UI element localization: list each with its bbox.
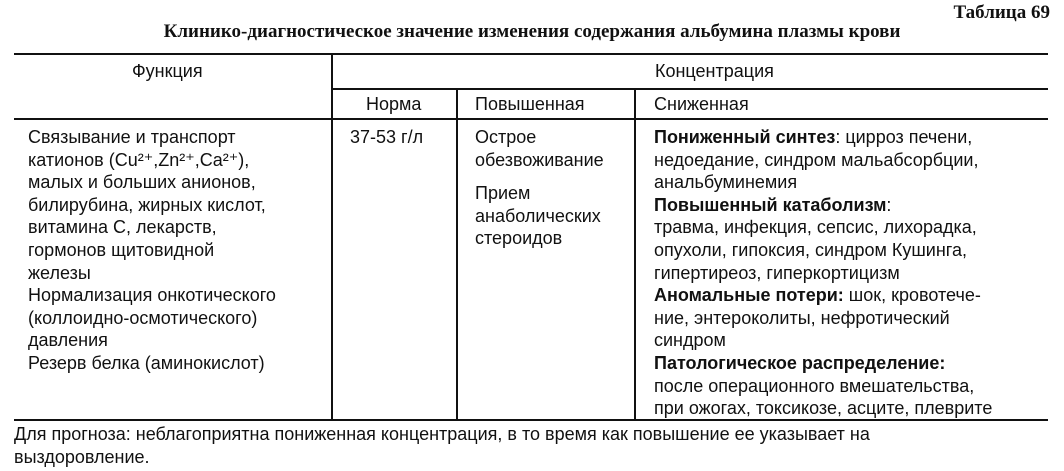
- header-function: Функция: [132, 61, 203, 81]
- header-decreased: Сниженная: [654, 94, 749, 114]
- norm-value: 37-53 г/л: [350, 127, 424, 147]
- decreased-line: гипертиреоз, гиперкортицизм: [654, 262, 900, 283]
- decreased-text: : цирроз печени,: [835, 127, 973, 147]
- function-line: Нормализация онкотического: [28, 285, 276, 306]
- decreased-line: синдром: [654, 330, 726, 351]
- decreased-text: :: [886, 194, 892, 215]
- section-heading: Аномальные потери:: [654, 285, 844, 306]
- divider-header-group: [331, 88, 1048, 90]
- function-line: Резерв белка (аминокислот): [28, 352, 265, 373]
- increased-line: стероидов: [475, 228, 563, 249]
- function-line: железы: [28, 262, 91, 283]
- footnote-line: Для прогноза: неблагоприятна пониженная концентрация, в то время как повышение ее указывает на: [14, 424, 870, 444]
- function-line: давления: [28, 330, 108, 351]
- decreased-line: травма, инфекция, сепсис, лихорадка,: [654, 217, 977, 238]
- increased-cell: [475, 126, 604, 250]
- divider-norm: [456, 88, 458, 421]
- increased-line: анаболических: [475, 205, 601, 226]
- function-line: витамина С, лекарств,: [28, 217, 217, 238]
- divider-header-bottom: [14, 118, 1048, 120]
- decreased-line: после операционного вмешательства,: [654, 375, 975, 396]
- increased-line: обезвоживание: [475, 149, 604, 170]
- decreased-cell: [654, 126, 992, 420]
- divider-function: [331, 55, 333, 421]
- header-concentration: Концентрация: [655, 61, 774, 81]
- function-line: Связывание и транспорт: [28, 127, 236, 147]
- decreased-line: при ожогах, токсикозе, асците, плеврите: [654, 398, 993, 419]
- footnote: [14, 423, 870, 468]
- decreased-line: анальбуминемия: [654, 172, 798, 193]
- increased-line: Острое: [475, 127, 537, 147]
- function-cell: [28, 126, 276, 375]
- function-line: малых и больших анионов,: [28, 172, 256, 193]
- function-line: билирубина, жирных кислот,: [28, 194, 266, 215]
- decreased-line: [654, 194, 992, 217]
- divider-increased: [634, 88, 636, 421]
- decreased-line: [654, 352, 992, 375]
- section-heading: Пониженный синтез: [654, 127, 836, 147]
- function-line: (коллоидно-осмотического): [28, 307, 258, 328]
- decreased-line: недоедание, синдром мальабсорбции,: [654, 149, 979, 170]
- header-norm: Норма: [366, 94, 422, 114]
- decreased-line: [654, 126, 992, 149]
- function-line: гормонов щитовидной: [28, 239, 215, 260]
- data-table: [14, 53, 1048, 421]
- header-increased: Повышенная: [475, 94, 585, 114]
- decreased-text: шок, кровотече-: [843, 285, 981, 306]
- section-heading: Патологическое распределение:: [654, 352, 946, 373]
- decreased-line: ние, энтероколиты, нефротический: [654, 307, 950, 328]
- section-heading: Повышенный катаболизм: [654, 194, 887, 215]
- decreased-line: опухоли, гипоксия, синдром Кушинга,: [654, 239, 967, 260]
- table-title: Клинико-диагностическое значение изменения содержания альбумина плазмы крови: [163, 21, 901, 42]
- function-line: катионов (Cu²⁺,Zn²⁺,Ca²⁺),: [28, 149, 250, 170]
- footnote-line: выздоровление.: [14, 446, 150, 467]
- decreased-line: [654, 284, 992, 307]
- increased-line: Прием: [475, 183, 531, 204]
- table-number: Таблица 69: [953, 2, 1050, 23]
